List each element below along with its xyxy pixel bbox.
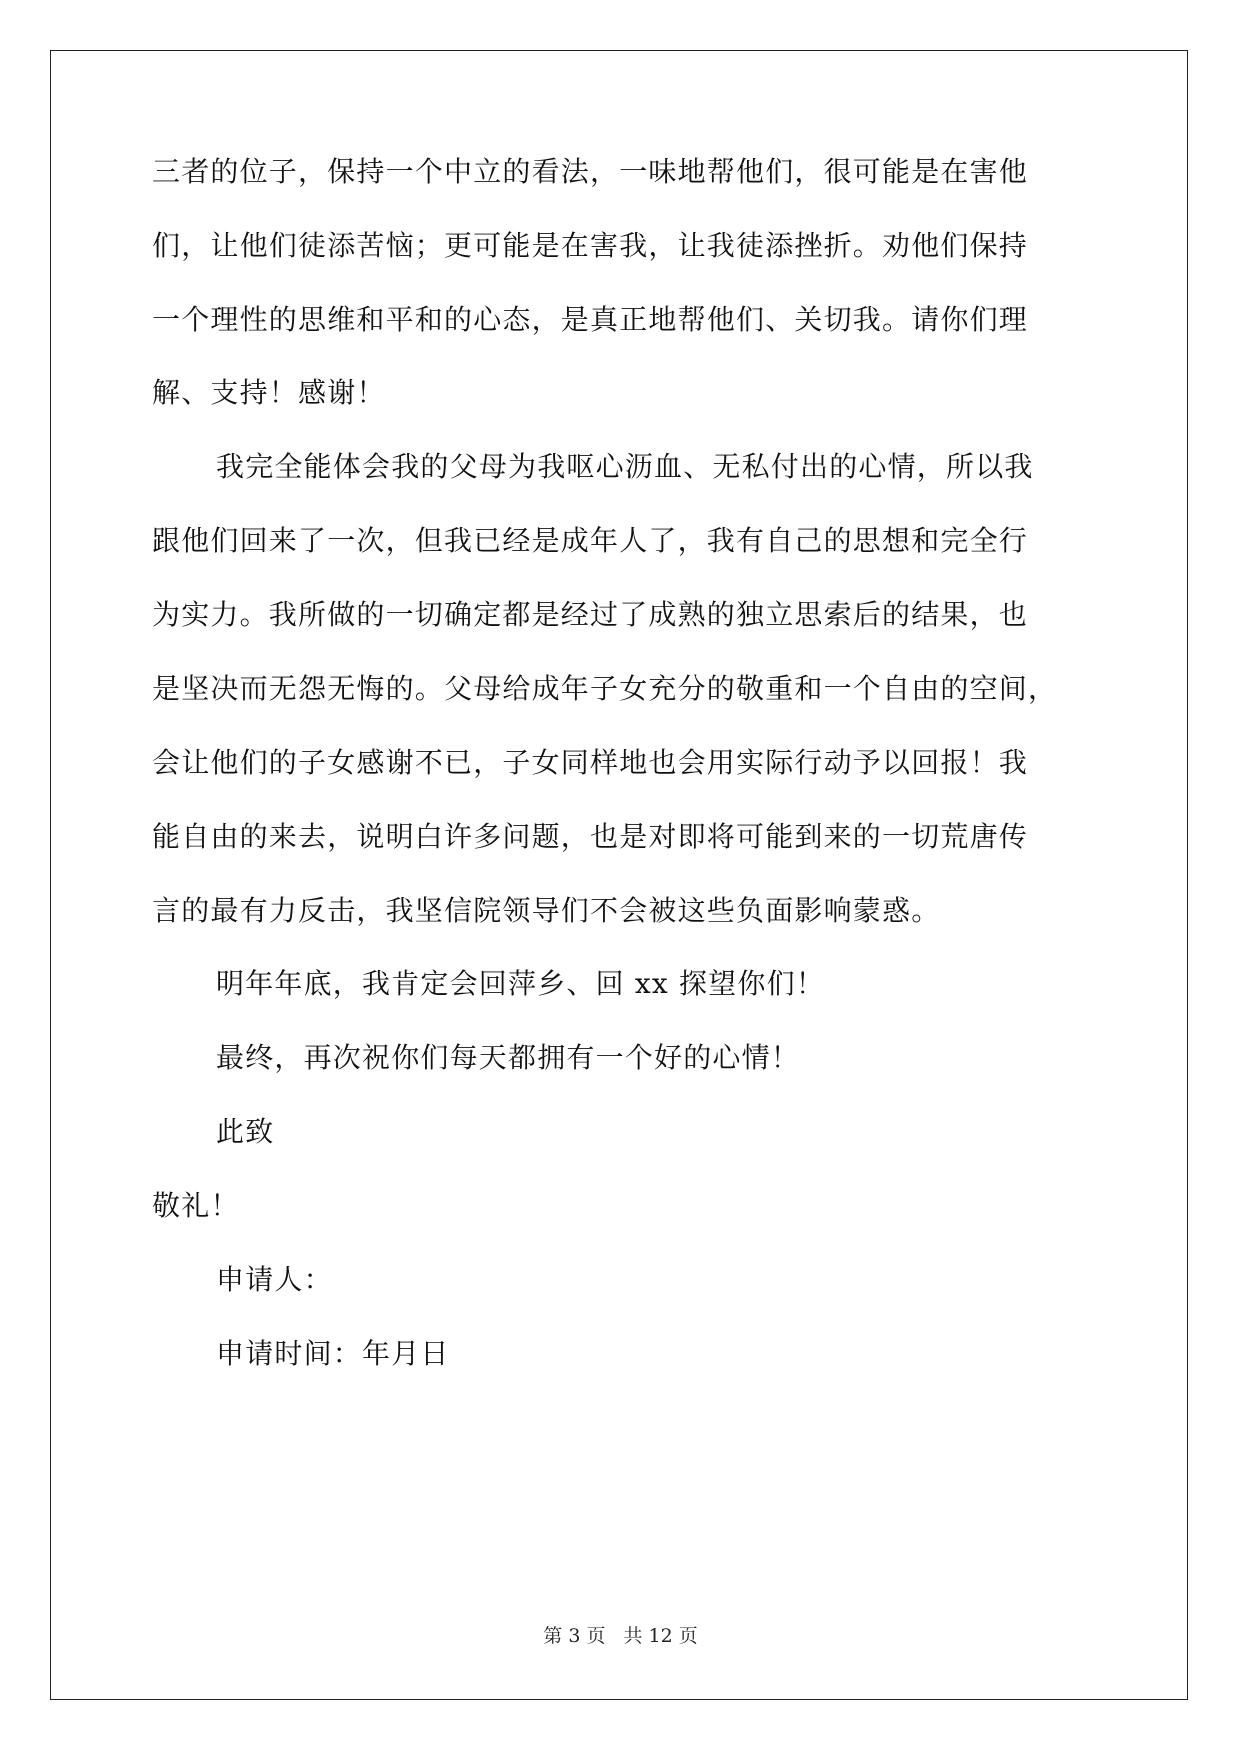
paragraph-line: 是坚决而无怨无悔的。父母给成年子女充分的敬重和一个自由的空间，: [152, 672, 1058, 705]
page-border: [50, 50, 1188, 1700]
paragraph-line: 三者的位子，保持一个中立的看法，一味地帮他们，很可能是在害他: [152, 155, 1029, 188]
page-footer: [0, 1624, 1241, 1648]
paragraph-line: 跟他们回来了一次，但我已经是成年人了，我有自己的思想和完全行: [152, 524, 1029, 557]
paragraph-line: 一个理性的思维和平和的心态，是真正地帮他们、关切我。请你们理: [152, 303, 1029, 336]
paragraph-line: 会让他们的子女感谢不已，子女同样地也会用实际行动予以回报！我: [152, 746, 1029, 779]
paragraph-line: 能自由的来去，说明白许多问题，也是对即将可能到来的一切荒唐传: [152, 820, 1029, 853]
page-total: 共 12 页: [623, 1625, 698, 1647]
paragraph-line: 我完全能体会我的父母为我呕心沥血、无私付出的心情，所以我: [216, 450, 1034, 483]
applicant-label: 申请人：: [216, 1263, 333, 1296]
paragraph-line: 明年年底，我肯定会回萍乡、回 xx 探望你们！: [216, 967, 825, 1000]
paragraph-line: 们，让他们徒添苦恼；更可能是在害我，让我徒添挫折。劝他们保持: [152, 229, 1029, 262]
closing-salutation: 此致: [216, 1115, 275, 1148]
application-date-label: 申请时间：年月日: [216, 1337, 450, 1370]
paragraph-line: 为实力。我所做的一切确定都是经过了成熟的独立思索后的结果，也: [152, 598, 1029, 631]
paragraph-line: 解、支持！感谢！: [152, 376, 386, 409]
paragraph-line: 言的最有力反击，我坚信院领导们不会被这些负面影响蒙惑。: [152, 894, 941, 927]
paragraph-line: 最终，再次祝你们每天都拥有一个好的心情！: [216, 1041, 801, 1074]
closing-regards: 敬礼！: [152, 1189, 240, 1222]
page-number: 第 3 页: [543, 1625, 606, 1647]
